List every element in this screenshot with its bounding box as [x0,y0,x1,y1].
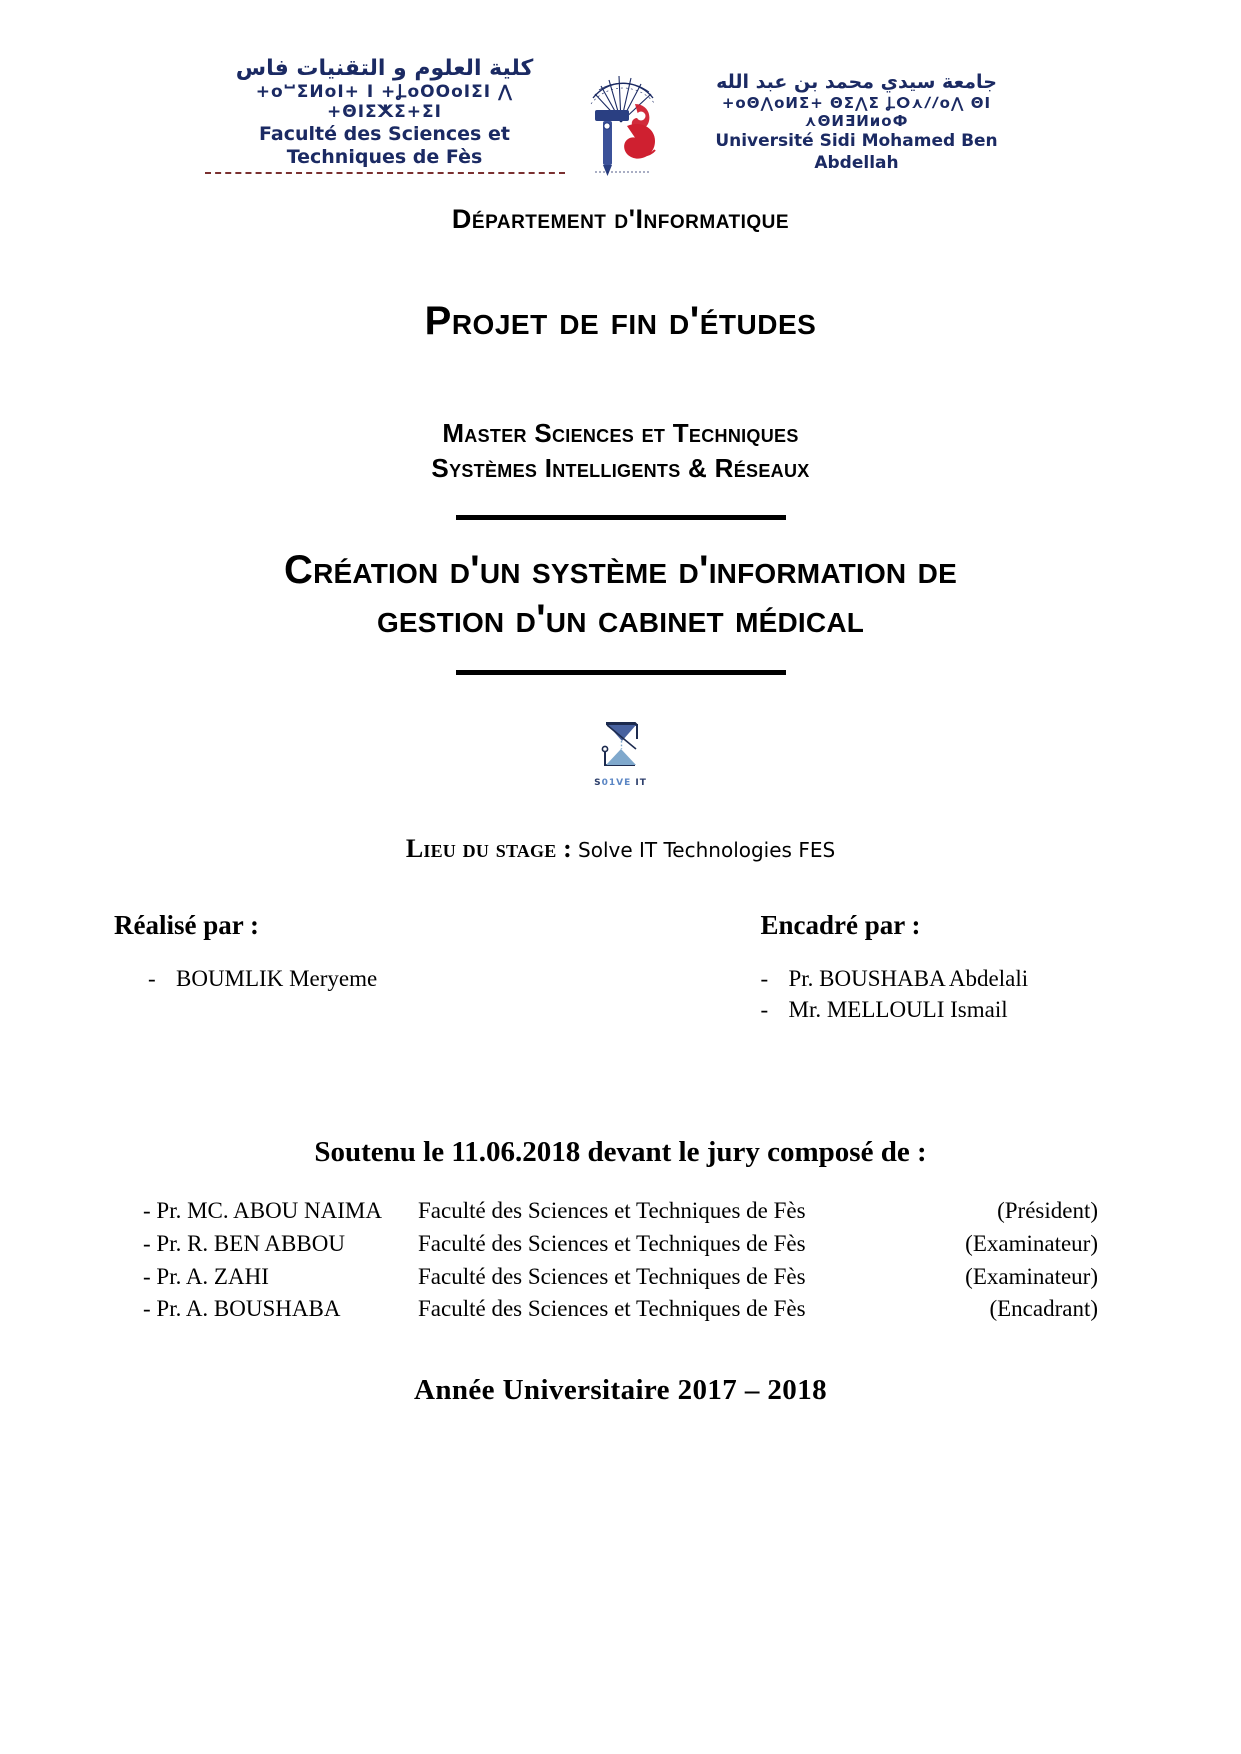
supervisor-name: Mr. MELLOULI Ismail [788,997,1008,1023]
solveit-hourglass-icon [591,719,651,771]
solveit-text-mid: 01VE [601,777,632,788]
authors-heading: Réalisé par : [114,909,259,940]
supervisor-name: Pr. BOUSHABA Abdelali [788,965,1029,991]
university-name-tifinagh: +oΘ⋀oⵍΣ+ ΘΣ⋀Σ Ⳗⵔ⋏ⳆⳆo⋀ ΘI ⋏ΘⵍƎИиoФ [721,93,992,130]
solveit-text-left: S [594,777,602,788]
university-identity-block [677,71,1037,178]
supervisors-list [761,963,1142,1026]
faculty-identity-block [205,56,565,178]
faculty-name-arabic: كلية العلوم و التقنيات فاس [235,56,534,82]
faculty-name-french: Faculté des Sciences et Techniques de Fès [259,122,510,169]
university-name-french: Université Sidi Mohamed Ben Abdellah [715,130,998,173]
internship-value: Solve IT Technologies FES [578,837,836,862]
document-type-title: Projet de fin d'études [424,299,817,343]
jury-member-name: - Pr. MC. ABOU NAIMA [143,1198,382,1224]
company-logo-wrap [0,719,1241,788]
authors-column [100,910,601,1026]
table-row [143,1228,1098,1261]
jury-member-role: (Encadrant) [989,1296,1098,1322]
supervisors-heading: Encadré par : [760,909,921,940]
university-name-arabic: جامعة سيدي محمد بن عبد الله [716,71,997,94]
list-item [148,963,601,995]
jury-table [143,1195,1098,1326]
divider-top [456,515,786,520]
internship-label: Lieu du stage : [405,833,573,863]
department-title: Département d'Informatique [451,204,790,234]
faculty-name-tifinagh: +oⵯΣⵍoI+ I +ⳖoOOoIΣI ⋀ +ΘIΣⵅΣ+ΣI [255,81,514,123]
jury-member-role: (Président) [997,1198,1098,1224]
program-line-1: Master Sciences et Techniques [442,418,799,448]
project-subject-title [0,546,1241,644]
jury-member-name: - Pr. A. ZAHI [143,1263,269,1289]
jury-member-affiliation: Faculté des Sciences et Techniques de Fès [418,1198,806,1224]
table-row [143,1195,1098,1228]
internship-location [0,834,1241,864]
jury-member-affiliation: Faculté des Sciences et Techniques de Fès [418,1296,806,1322]
table-row [143,1261,1098,1294]
institutional-header [0,0,1241,178]
jury-member-role: (Examinateur) [965,1230,1098,1256]
supervisors-column [601,910,1142,1026]
bullet-dash: - [760,997,769,1023]
solveit-logo-text [586,778,656,788]
jury-member-name: - Pr. R. BEN ABBOU [143,1230,345,1256]
jury-member-name: - Pr. A. BOUSHABA [143,1296,341,1322]
faculty-underline-rule [205,172,565,174]
jury-member-affiliation: Faculté des Sciences et Techniques de Fès [418,1230,806,1256]
academic-year: Année Universitaire 2017 – 2018 [414,1373,827,1406]
solveit-text-right: IT [631,777,647,788]
subject-line-2: gestion d'un cabinet médical [376,596,865,641]
solveit-logo [586,719,656,788]
program-line-2: Systèmes Intelligents & Réseaux [431,452,810,483]
list-item [761,994,1142,1026]
divider-bottom [456,670,786,675]
subject-line-1: Création d'un système d'information de [284,548,957,593]
program-block [0,416,1241,485]
people-section [0,910,1241,1026]
jury-member-affiliation: Faculté des Sciences et Techniques de Fès [418,1263,806,1289]
jury-member-role: (Examinateur) [965,1263,1098,1289]
bullet-dash: - [760,965,769,991]
university-seal-icon [573,60,669,178]
defense-heading: Soutenu le 11.06.2018 devant le jury composé de : [314,1136,927,1169]
author-name: BOUMLIK Meryeme [176,965,378,991]
authors-list [148,963,601,995]
list-item [761,963,1142,995]
bullet-dash: - [148,965,156,991]
table-row [143,1293,1098,1326]
